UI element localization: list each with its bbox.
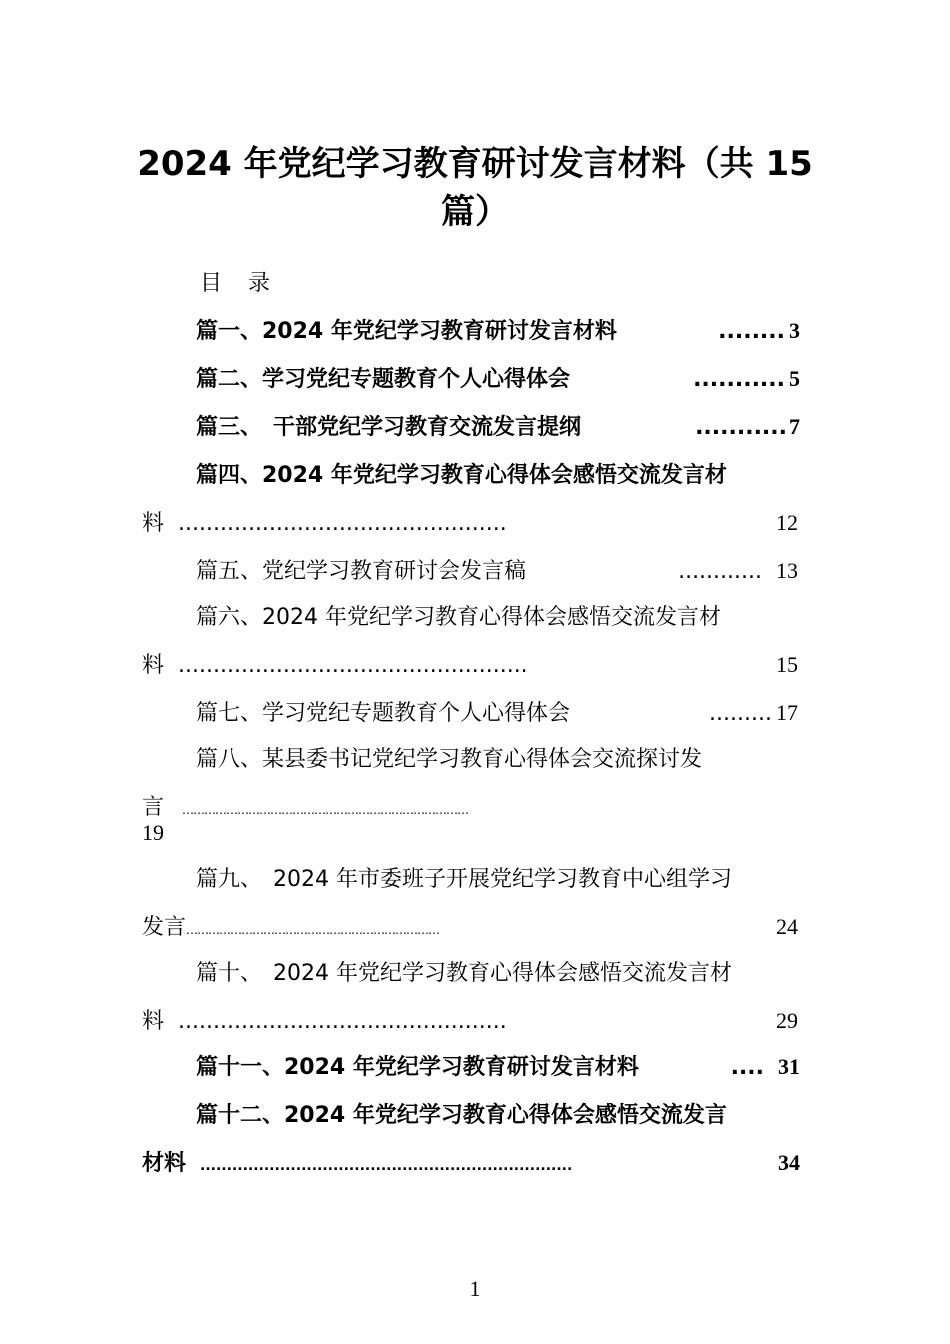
- toc-entry-5[interactable]: [196, 554, 798, 585]
- toc-page-number: 24: [776, 914, 798, 939]
- toc-dots: .........: [709, 701, 772, 726]
- toc-entry-title: 篇二、学习党纪专题教育个人心得体会: [196, 367, 571, 392]
- toc-dots: ...............................................: [178, 1009, 507, 1034]
- toc-page-number: 17: [776, 700, 798, 725]
- toc-entry-11[interactable]: [196, 1050, 800, 1081]
- toc-entry-4[interactable]: [196, 458, 727, 489]
- toc-entry-title-cont: 料: [142, 653, 165, 678]
- document-title: 2024 年党纪学习教育研讨发言材料（共 15 篇）: [137, 144, 813, 232]
- toc-entry-6[interactable]: [196, 600, 721, 631]
- toc-page-number: 15: [776, 652, 798, 677]
- toc-entry-10-continued[interactable]: [142, 1004, 798, 1035]
- toc-entry-3[interactable]: [196, 410, 800, 441]
- toc-page-number: 29: [776, 1008, 798, 1033]
- toc-dots: ......................................................................: [200, 1158, 573, 1174]
- toc-dots: ...............................................: [178, 511, 507, 536]
- toc-dots: ……………………………………………………………: [186, 923, 440, 937]
- toc-entry-8-continued[interactable]: [142, 790, 792, 821]
- toc-dots: ……………………………………………………………………: [182, 803, 469, 817]
- toc-entry-12-continued[interactable]: [142, 1146, 800, 1177]
- toc-entry-title: 篇四、2024 年党纪学习教育心得体会感悟交流发言材: [196, 463, 727, 488]
- toc-entry-title: 篇一、2024 年党纪学习教育研讨发言材料: [196, 319, 617, 344]
- page-number: 1: [469, 1276, 481, 1301]
- toc-entry-title: 篇十、 2024 年党纪学习教育心得体会感悟交流发言材: [196, 961, 732, 986]
- toc-dots: ...........: [695, 415, 787, 440]
- toc-page-number: 13: [776, 558, 798, 583]
- toc-page-number: 3: [789, 318, 800, 343]
- toc-page-number: 19: [142, 820, 164, 845]
- toc-dots: ..................................................: [178, 653, 528, 678]
- toc-entry-10[interactable]: [196, 956, 732, 987]
- toc-entry-title: 篇三、 干部党纪学习教育交流发言提纲: [196, 415, 582, 440]
- toc-entry-title: 篇八、某县委书记党纪学习教育心得体会交流探讨发: [196, 747, 703, 772]
- toc-entry-8-page: [142, 820, 164, 846]
- toc-entry-1[interactable]: [196, 314, 800, 345]
- toc-entry-title-cont: 材料: [142, 1151, 187, 1176]
- toc-entry-title-cont: 料: [142, 1009, 165, 1034]
- toc-dots: ....: [730, 1055, 764, 1080]
- toc-entry-title-cont: 发言: [142, 915, 187, 940]
- toc-page-number: 31: [778, 1054, 800, 1079]
- toc-entry-12[interactable]: [196, 1098, 727, 1129]
- toc-entry-title-cont: 言: [142, 795, 165, 820]
- toc-entry-9-continued[interactable]: [142, 910, 798, 941]
- toc-entry-title: 篇六、2024 年党纪学习教育心得体会感悟交流发言材: [196, 605, 721, 630]
- toc-entry-9[interactable]: [196, 862, 732, 893]
- toc-entry-title: 篇七、学习党纪专题教育个人心得体会: [196, 701, 571, 726]
- toc-entry-title: 篇十二、2024 年党纪学习教育心得体会感悟交流发言: [196, 1103, 727, 1128]
- toc-page-number: 12: [776, 510, 798, 535]
- toc-dots: ............: [678, 559, 762, 584]
- toc-entry-title: 篇九、 2024 年市委班子开展党纪学习教育中心组学习: [196, 867, 732, 892]
- toc-dots: ........: [718, 319, 785, 344]
- toc-entry-8[interactable]: [196, 742, 702, 773]
- toc-entry-7[interactable]: [196, 696, 798, 727]
- toc-entry-6-continued[interactable]: [142, 648, 798, 679]
- toc-entry-title: 篇五、党纪学习教育研讨会发言稿: [196, 559, 527, 584]
- toc-dots: ...........: [693, 367, 785, 392]
- toc-page-number: 7: [789, 414, 800, 439]
- toc-entry-2[interactable]: [196, 362, 800, 393]
- toc-entry-4-continued[interactable]: [142, 506, 798, 537]
- toc-entry-title: 篇十一、2024 年党纪学习教育研讨发言材料: [196, 1055, 639, 1080]
- toc-heading: 目 录: [200, 271, 273, 296]
- toc-entry-title-cont: 料: [142, 511, 165, 536]
- toc-page-number: 5: [789, 366, 800, 391]
- toc-page-number: 34: [778, 1150, 800, 1175]
